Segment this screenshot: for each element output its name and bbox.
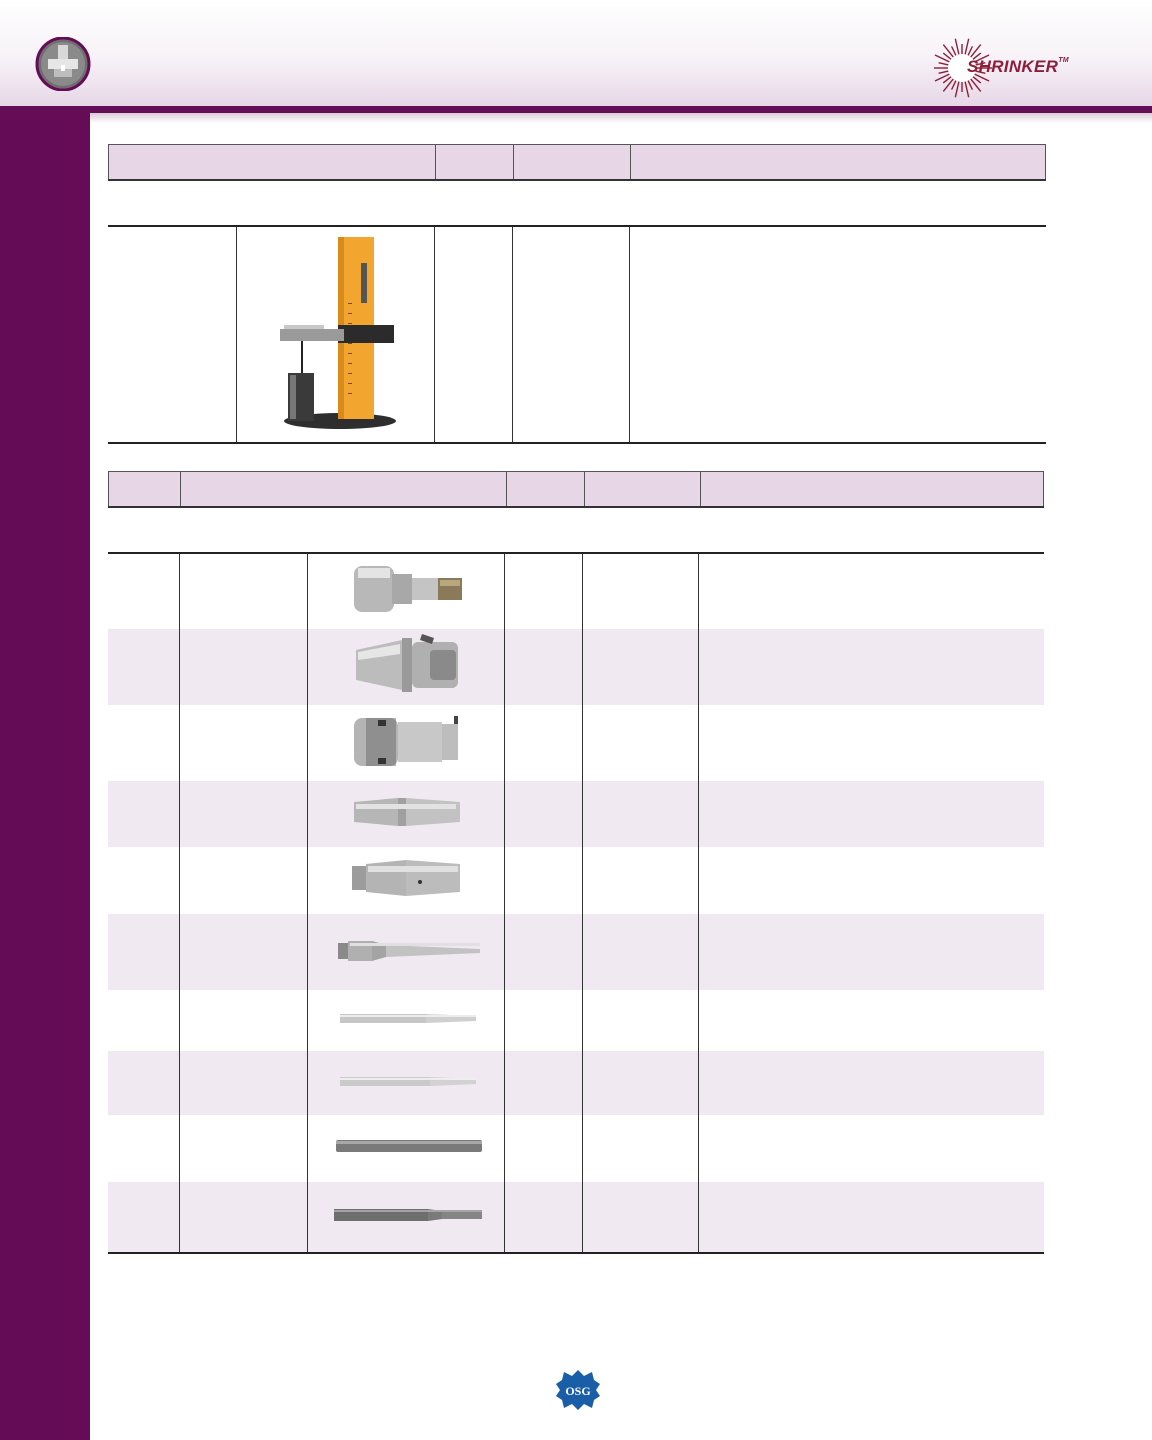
section1-image-cell bbox=[237, 227, 435, 443]
product-image-cell bbox=[308, 914, 505, 990]
product-image-cell bbox=[308, 705, 505, 781]
straight-carbide-rod-image bbox=[326, 1136, 486, 1156]
section1-header-cell bbox=[631, 145, 1046, 181]
product-image-cell bbox=[308, 629, 505, 705]
section2-table bbox=[108, 554, 1044, 1252]
sidebar bbox=[0, 113, 90, 1440]
section1-header-cell bbox=[514, 145, 631, 181]
section2-header-cell bbox=[109, 472, 181, 508]
table-row bbox=[108, 847, 1044, 914]
product-image-cell bbox=[308, 847, 505, 914]
trademark-mark: TM bbox=[1058, 57, 1069, 64]
starburst-ray bbox=[939, 71, 949, 73]
cat-taper-shrink-holder-image bbox=[336, 632, 476, 698]
table-row bbox=[108, 705, 1044, 781]
product-image-cell bbox=[308, 554, 505, 629]
hsk-shrink-holder-image bbox=[336, 556, 476, 622]
product-image-cell bbox=[308, 1051, 505, 1115]
measuring-stand-image bbox=[276, 233, 396, 433]
section2-header bbox=[108, 471, 1044, 508]
section1-cell bbox=[435, 227, 513, 443]
starburst-ray bbox=[955, 39, 959, 55]
section2-header-cell bbox=[181, 472, 507, 508]
starburst-ray bbox=[943, 77, 951, 83]
section1-header bbox=[108, 144, 1046, 181]
header-bar bbox=[0, 106, 1152, 113]
starburst-ray bbox=[943, 53, 951, 59]
starburst-ray bbox=[968, 46, 972, 55]
starburst-ray bbox=[939, 63, 949, 65]
section2-header-cell bbox=[585, 472, 701, 508]
header-shadow bbox=[90, 113, 1152, 123]
section1-table bbox=[108, 227, 1046, 443]
starburst-ray bbox=[965, 39, 969, 55]
section1-cell bbox=[108, 227, 237, 443]
starburst-ray bbox=[952, 81, 956, 90]
table-row bbox=[108, 781, 1044, 847]
section2-header-cell bbox=[507, 472, 585, 508]
shrinker-wordmark: SHRINKER bbox=[967, 57, 1059, 76]
holder-with-clamp-ring-image bbox=[336, 708, 476, 774]
shrink-fit-holder-icon bbox=[34, 37, 92, 91]
table-row bbox=[108, 1115, 1044, 1182]
starburst-ray bbox=[952, 46, 956, 55]
table-row bbox=[108, 554, 1044, 629]
table-row bbox=[108, 914, 1044, 990]
section2-bottom-rule bbox=[108, 1252, 1044, 1254]
product-image-cell bbox=[308, 781, 505, 847]
starburst-ray bbox=[968, 81, 972, 90]
stepped-carbide-rod-image bbox=[326, 1205, 486, 1225]
starburst-ray bbox=[965, 82, 969, 98]
table-row bbox=[108, 1182, 1044, 1252]
table-row bbox=[108, 990, 1044, 1051]
section1-header-cell bbox=[436, 145, 514, 181]
starburst-ray bbox=[973, 77, 981, 83]
shrink-extension-medium-image bbox=[336, 856, 476, 900]
slim-taper-extension-image bbox=[326, 1008, 486, 1028]
slim-taper-extension-2-image bbox=[326, 1071, 486, 1091]
osg-logo-text: OSG bbox=[565, 1384, 591, 1398]
section1-header-cell bbox=[109, 145, 436, 181]
product-image-cell bbox=[308, 1115, 505, 1182]
osg-logo bbox=[554, 1368, 602, 1412]
shrinker-logo-text bbox=[967, 57, 1069, 77]
product-image-cell bbox=[308, 990, 505, 1051]
stepped-taper-extension-image bbox=[326, 935, 486, 965]
product-image-cell bbox=[308, 1182, 505, 1252]
table-row bbox=[108, 1051, 1044, 1115]
starburst-ray bbox=[955, 82, 959, 98]
shrink-extension-short-image bbox=[336, 792, 476, 832]
section1-cell bbox=[513, 227, 630, 443]
section2-header-cell bbox=[701, 472, 1044, 508]
section1-cell bbox=[630, 227, 1047, 443]
section1-bottom-rule bbox=[108, 442, 1046, 444]
table-row bbox=[108, 629, 1044, 705]
